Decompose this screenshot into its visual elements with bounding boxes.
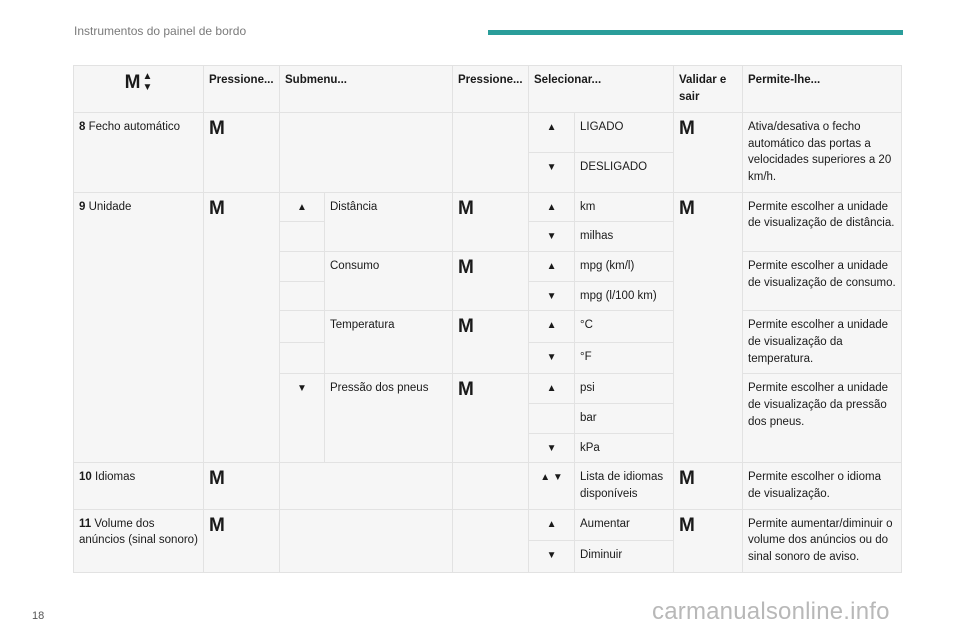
description-text: Permite escolher a unidade de visualização da temperatura. bbox=[743, 311, 902, 374]
empty-cell bbox=[280, 281, 325, 311]
option-text: mpg (l/100 km) bbox=[575, 281, 674, 311]
menu-m-icon: M bbox=[679, 197, 695, 219]
arrow-up-icon: ▲ bbox=[546, 201, 557, 213]
empty-cell bbox=[453, 113, 529, 193]
header-press-2: Pressione... bbox=[453, 66, 529, 113]
row-label: 8 Fecho automático bbox=[74, 113, 204, 193]
submenu-consumption: Consumo bbox=[325, 252, 453, 311]
option-text: DESLIGADO bbox=[575, 152, 674, 192]
arrow-up-icon: ▲ bbox=[142, 71, 153, 82]
description-text: Ativa/desativa o fecho automático das portas a velocidades superiores a 20 km/h. bbox=[743, 113, 902, 193]
menu-m-icon: M bbox=[679, 468, 695, 490]
validate-m-cell bbox=[674, 192, 743, 463]
press-m-cell bbox=[453, 311, 529, 374]
arrow-cell bbox=[529, 192, 575, 222]
watermark-text: carmanualsonline.info bbox=[652, 598, 890, 625]
row-label: 10 Idiomas bbox=[74, 463, 204, 509]
empty-cell bbox=[280, 222, 325, 252]
option-text: °F bbox=[575, 342, 674, 374]
header-press: Pressione... bbox=[204, 66, 280, 113]
submenu-distance: Distância bbox=[325, 192, 453, 251]
arrow-down-icon: ▼ bbox=[142, 81, 153, 93]
empty-cell bbox=[453, 509, 529, 572]
arrow-up-icon: ▲ bbox=[546, 518, 557, 530]
table-row bbox=[74, 192, 902, 222]
option-text: Aumentar bbox=[575, 509, 674, 541]
empty-cell bbox=[280, 342, 325, 374]
option-text: psi bbox=[575, 374, 674, 404]
press-m-cell bbox=[204, 463, 280, 509]
option-text: °C bbox=[575, 311, 674, 343]
option-text: LIGADO bbox=[575, 113, 674, 153]
arrow-cell bbox=[529, 311, 575, 343]
arrow-cell bbox=[529, 374, 575, 404]
description-text: Permite escolher o idioma de visualização. bbox=[743, 463, 902, 509]
arrow-down-icon: ▼ bbox=[546, 231, 557, 243]
arrow-down-icon: ▼ bbox=[546, 351, 557, 363]
arrow-down-icon: ▼ bbox=[546, 161, 557, 173]
option-text: km bbox=[575, 192, 674, 222]
description-text: Permite aumentar/diminuir o volume dos anúncios ou do sinal sonoro de aviso. bbox=[743, 509, 902, 572]
arrow-up-icon: ▲ bbox=[546, 320, 557, 332]
arrow-cell bbox=[529, 463, 575, 509]
arrow-cell bbox=[529, 113, 575, 153]
menu-m-icon: M bbox=[679, 514, 695, 536]
arrow-cell bbox=[529, 152, 575, 192]
option-text: Lista de idiomas disponíveis bbox=[575, 463, 674, 509]
empty-cell bbox=[280, 463, 453, 509]
menu-m-icon: M bbox=[458, 197, 474, 219]
arrow-cell bbox=[529, 281, 575, 311]
submenu-tyre-pressure: Pressão dos pneus bbox=[325, 374, 453, 463]
header-allows: Permite-lhe... bbox=[743, 66, 902, 113]
settings-table bbox=[73, 65, 902, 573]
table-row bbox=[74, 113, 902, 153]
submenu-temperature: Temperatura bbox=[325, 311, 453, 374]
menu-m-icon: M bbox=[209, 118, 225, 139]
arrow-up-down-icon: ▲ ▼ bbox=[540, 472, 563, 484]
press-m-cell bbox=[453, 192, 529, 251]
empty-cell bbox=[280, 252, 325, 282]
menu-m-icon: M bbox=[679, 118, 695, 139]
menu-m-icon: M bbox=[124, 72, 141, 93]
empty-cell bbox=[529, 404, 575, 434]
validate-m-cell bbox=[674, 113, 743, 193]
option-text: kPa bbox=[575, 433, 674, 463]
arrow-down-icon: ▼ bbox=[297, 383, 307, 395]
option-text: milhas bbox=[575, 222, 674, 252]
row-label: 9 Unidade bbox=[74, 192, 204, 463]
menu-m-icon: M bbox=[209, 197, 225, 219]
arrow-down-icon: ▼ bbox=[546, 442, 557, 454]
press-m-cell bbox=[453, 374, 529, 463]
press-m-cell bbox=[453, 252, 529, 311]
arrow-cell bbox=[529, 342, 575, 374]
description-text: Permite escolher a unidade de visualização de distância. bbox=[743, 192, 902, 251]
arrow-cell bbox=[529, 509, 575, 541]
arrow-up-icon: ▲ bbox=[546, 261, 557, 273]
page-section-title: Instrumentos do painel de bordo bbox=[74, 24, 247, 38]
table-row bbox=[74, 509, 902, 541]
page-number: 18 bbox=[32, 610, 45, 622]
table-header-row bbox=[74, 66, 902, 113]
arrow-cell bbox=[529, 252, 575, 282]
arrow-down-icon: ▼ bbox=[546, 550, 557, 562]
arrow-up-icon: ▲ bbox=[546, 383, 557, 395]
menu-m-icon: M bbox=[458, 316, 474, 338]
validate-m-cell bbox=[674, 509, 743, 572]
option-text: bar bbox=[575, 404, 674, 434]
arrow-cell bbox=[529, 433, 575, 463]
description-text: Permite escolher a unidade de visualização de consumo. bbox=[743, 252, 902, 311]
arrow-cell bbox=[529, 222, 575, 252]
table-row bbox=[74, 463, 902, 509]
empty-cell bbox=[280, 311, 325, 343]
arrow-up-icon: ▲ bbox=[297, 201, 307, 213]
option-text: Diminuir bbox=[575, 541, 674, 573]
empty-cell bbox=[453, 463, 529, 509]
arrow-down-icon: ▼ bbox=[546, 290, 557, 302]
arrow-cell bbox=[280, 374, 325, 463]
arrow-up-icon: ▲ bbox=[546, 122, 557, 133]
option-text: mpg (km/l) bbox=[575, 252, 674, 282]
header-accent-bar bbox=[488, 30, 903, 35]
arrow-cell bbox=[280, 192, 325, 222]
validate-m-cell bbox=[674, 463, 743, 509]
menu-m-icon: M bbox=[209, 468, 225, 490]
header-submenu: Submenu... bbox=[280, 66, 453, 113]
header-menu-icon-cell bbox=[74, 66, 204, 113]
row-label: 11 Volume dos anúncios (sinal sonoro) bbox=[74, 509, 204, 572]
arrow-cell bbox=[529, 541, 575, 573]
menu-m-icon: M bbox=[458, 257, 474, 279]
header-validate: Validar e sair bbox=[674, 66, 743, 113]
menu-m-icon: M bbox=[458, 379, 474, 401]
press-m-cell bbox=[204, 509, 280, 572]
empty-cell bbox=[280, 113, 453, 193]
menu-m-icon: M bbox=[209, 514, 225, 536]
description-text: Permite escolher a unidade de visualização da pressão dos pneus. bbox=[743, 374, 902, 463]
press-m-cell bbox=[204, 113, 280, 193]
header-select: Selecionar... bbox=[529, 66, 674, 113]
empty-cell bbox=[280, 509, 453, 572]
press-m-cell bbox=[204, 192, 280, 463]
